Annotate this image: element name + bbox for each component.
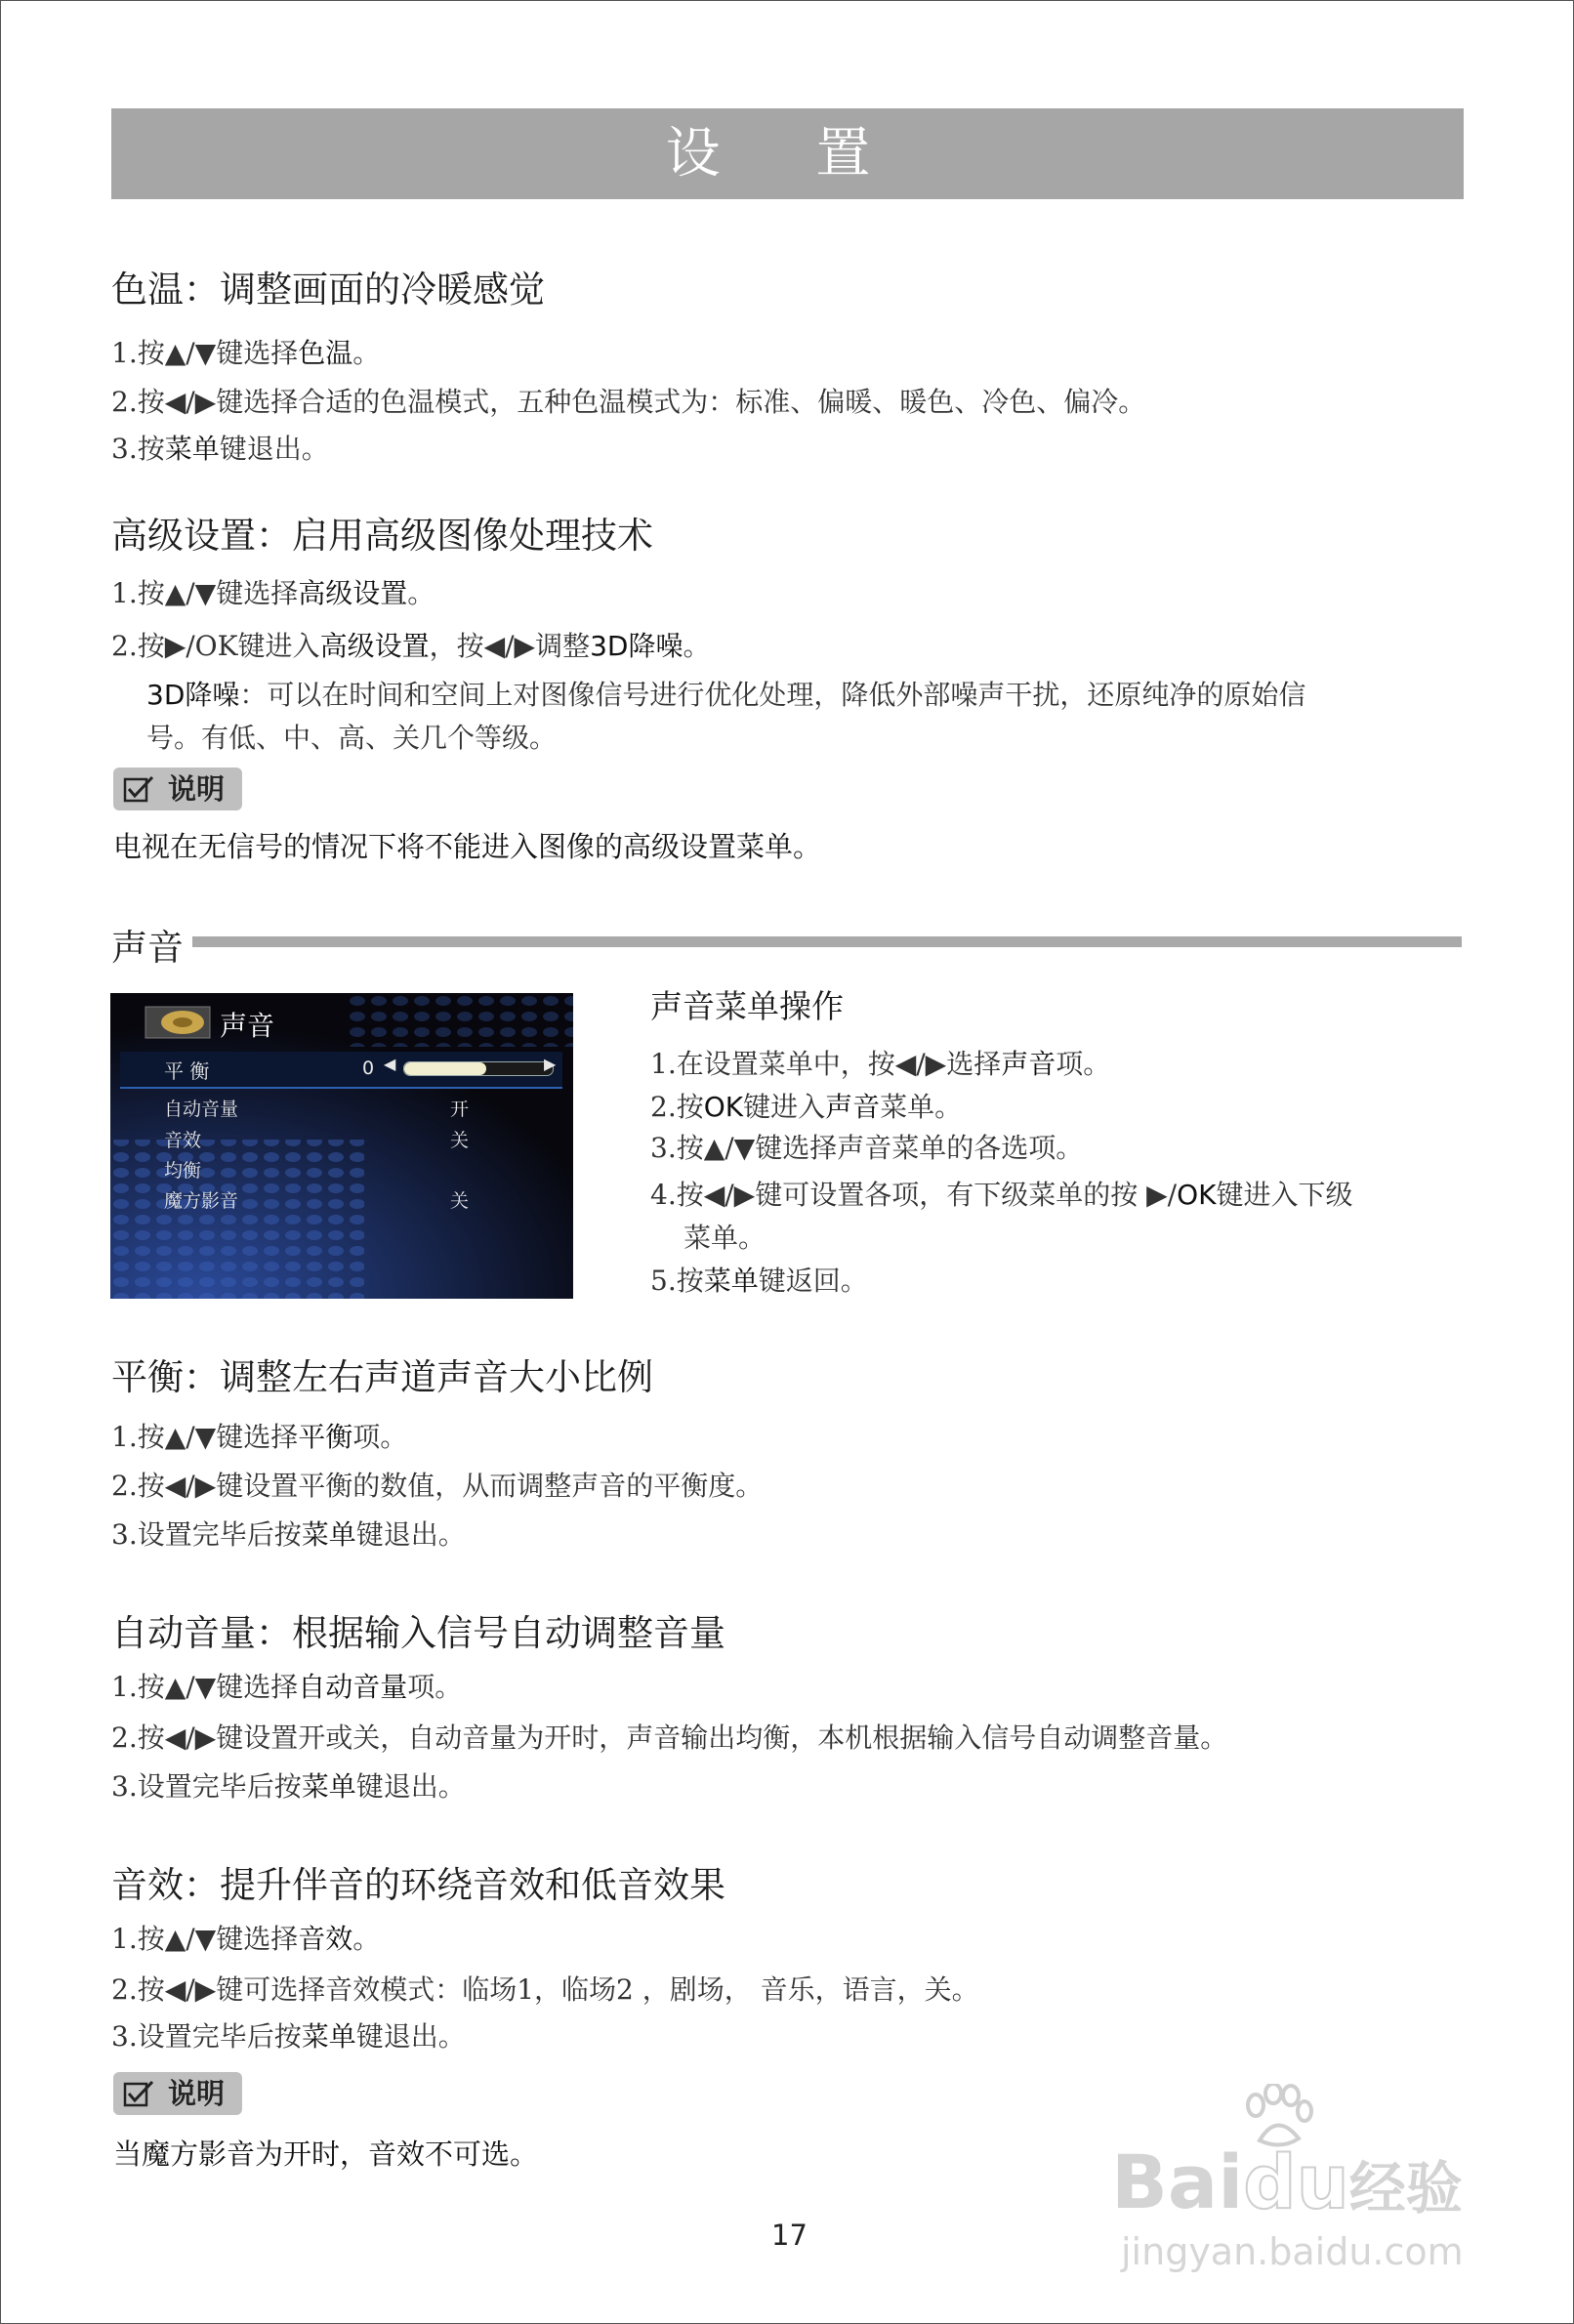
step-line: 1.在设置菜单中，按◀/▶选择声音项。 (650, 1048, 1111, 1080)
step-line: 5.按菜单键返回。 (650, 1265, 868, 1297)
step-line: 1.按▲/▼键选择平衡项。 (111, 1421, 408, 1453)
description-line: 号。有低、中、高、关几个等级。 (146, 722, 558, 754)
checklist-icon (123, 775, 156, 803)
step-line: 菜单。 (683, 1222, 766, 1254)
page-title-banner: 设 置 (111, 108, 1464, 199)
note-badge: 说明 (113, 768, 242, 810)
section-heading-sound-effect: 音效：提升伴音的环绕音效和低音效果 (111, 1864, 725, 1906)
step-line: 2.按OK键进入声音菜单。 (650, 1091, 963, 1123)
step-line: 3.设置完毕后按菜单键退出。 (111, 1518, 466, 1551)
tv-menu-item-label: 魔方影音 (164, 1190, 239, 1212)
section-heading-sound: 声音 (111, 927, 184, 969)
tv-menu-balance-value: 0 (362, 1058, 375, 1079)
baidu-jingyan-watermark: Baidu经验 jingyan.baidu.com (1111, 2084, 1482, 2279)
step-line: 2.按▶/OK键进入高级设置，按◀/▶调整3D降噪。 (111, 630, 711, 662)
section-heading-auto-volume: 自动音量：根据输入信号自动调整音量 (111, 1612, 725, 1654)
step-line: 2.按◀/▶键可选择音效模式：临场1，临场2 ，剧场， 音乐，语言，关。 (111, 1973, 979, 2006)
step-line: 1.按▲/▼键选择自动音量项。 (111, 1671, 463, 1703)
speaker-icon (144, 1003, 212, 1042)
tv-sound-menu-screenshot (110, 993, 573, 1299)
note-text: 电视在无信号的情况下将不能进入图像的高级设置菜单。 (113, 830, 822, 863)
tv-menu-title: 声音 (220, 1010, 275, 1042)
tv-menu-item-label: 音效 (164, 1130, 202, 1151)
tv-menu-balance-label: 平 衡 (164, 1059, 210, 1083)
step-line: 2.按◀/▶键选择合适的色温模式，五种色温模式为：标准、偏暖、暖色、冷色、偏冷。 (111, 386, 1146, 418)
section-heading-advanced: 高级设置：启用高级图像处理技术 (111, 515, 653, 557)
step-line: 3.按菜单键退出。 (111, 433, 329, 465)
step-line: 3.按▲/▼键选择声音菜单的各选项。 (650, 1132, 1084, 1164)
section-divider (192, 936, 1462, 947)
checklist-icon (123, 2080, 156, 2107)
tv-balance-slider[interactable] (403, 1061, 554, 1076)
note-text: 当魔方影音为开时，音效不可选。 (113, 2137, 539, 2171)
step-line: 1.按▲/▼键选择高级设置。 (111, 577, 435, 609)
tv-menu-item-value: 关 (450, 1130, 470, 1151)
sound-ops-heading: 声音菜单操作 (650, 987, 844, 1025)
step-line: 3.设置完毕后按菜单键退出。 (111, 1770, 466, 1803)
watermark-url: jingyan.baidu.com (1121, 2230, 1464, 2273)
note-badge: 说明 (113, 2072, 242, 2115)
left-arrow-icon: ◀ (384, 1055, 396, 1073)
tv-menu-item-value: 开 (450, 1099, 470, 1120)
description-line: 3D降噪：可以在时间和空间上对图像信号进行优化处理，降低外部噪声干扰，还原纯净的原始信 (146, 679, 1306, 711)
step-line: 1.按▲/▼键选择色温。 (111, 337, 381, 369)
step-line: 2.按◀/▶键设置开或关，自动音量为开时，声音输出均衡，本机根据输入信号自动调整音量。 (111, 1722, 1228, 1754)
right-arrow-icon: ▶ (544, 1055, 557, 1073)
section-heading-color-temp: 色温：调整画面的冷暖感觉 (111, 269, 545, 311)
section-heading-balance: 平衡：调整左右声道声音大小比例 (111, 1356, 653, 1398)
step-line: 3.设置完毕后按菜单键退出。 (111, 2020, 466, 2053)
step-line: 1.按▲/▼键选择音效。 (111, 1923, 381, 1955)
step-line: 4.按◀/▶键可设置各项，有下级菜单的按 ▶/OK键进入下级 (650, 1179, 1353, 1211)
tv-menu-item-value: 关 (450, 1190, 470, 1212)
tv-menu-item-label: 均衡 (164, 1160, 202, 1182)
tv-balance-slider-fill (404, 1062, 486, 1075)
step-line: 2.按◀/▶键设置平衡的数值，从而调整声音的平衡度。 (111, 1470, 764, 1502)
page-number: 17 (771, 2219, 808, 2252)
tv-menu-item-label: 自动音量 (164, 1099, 239, 1120)
